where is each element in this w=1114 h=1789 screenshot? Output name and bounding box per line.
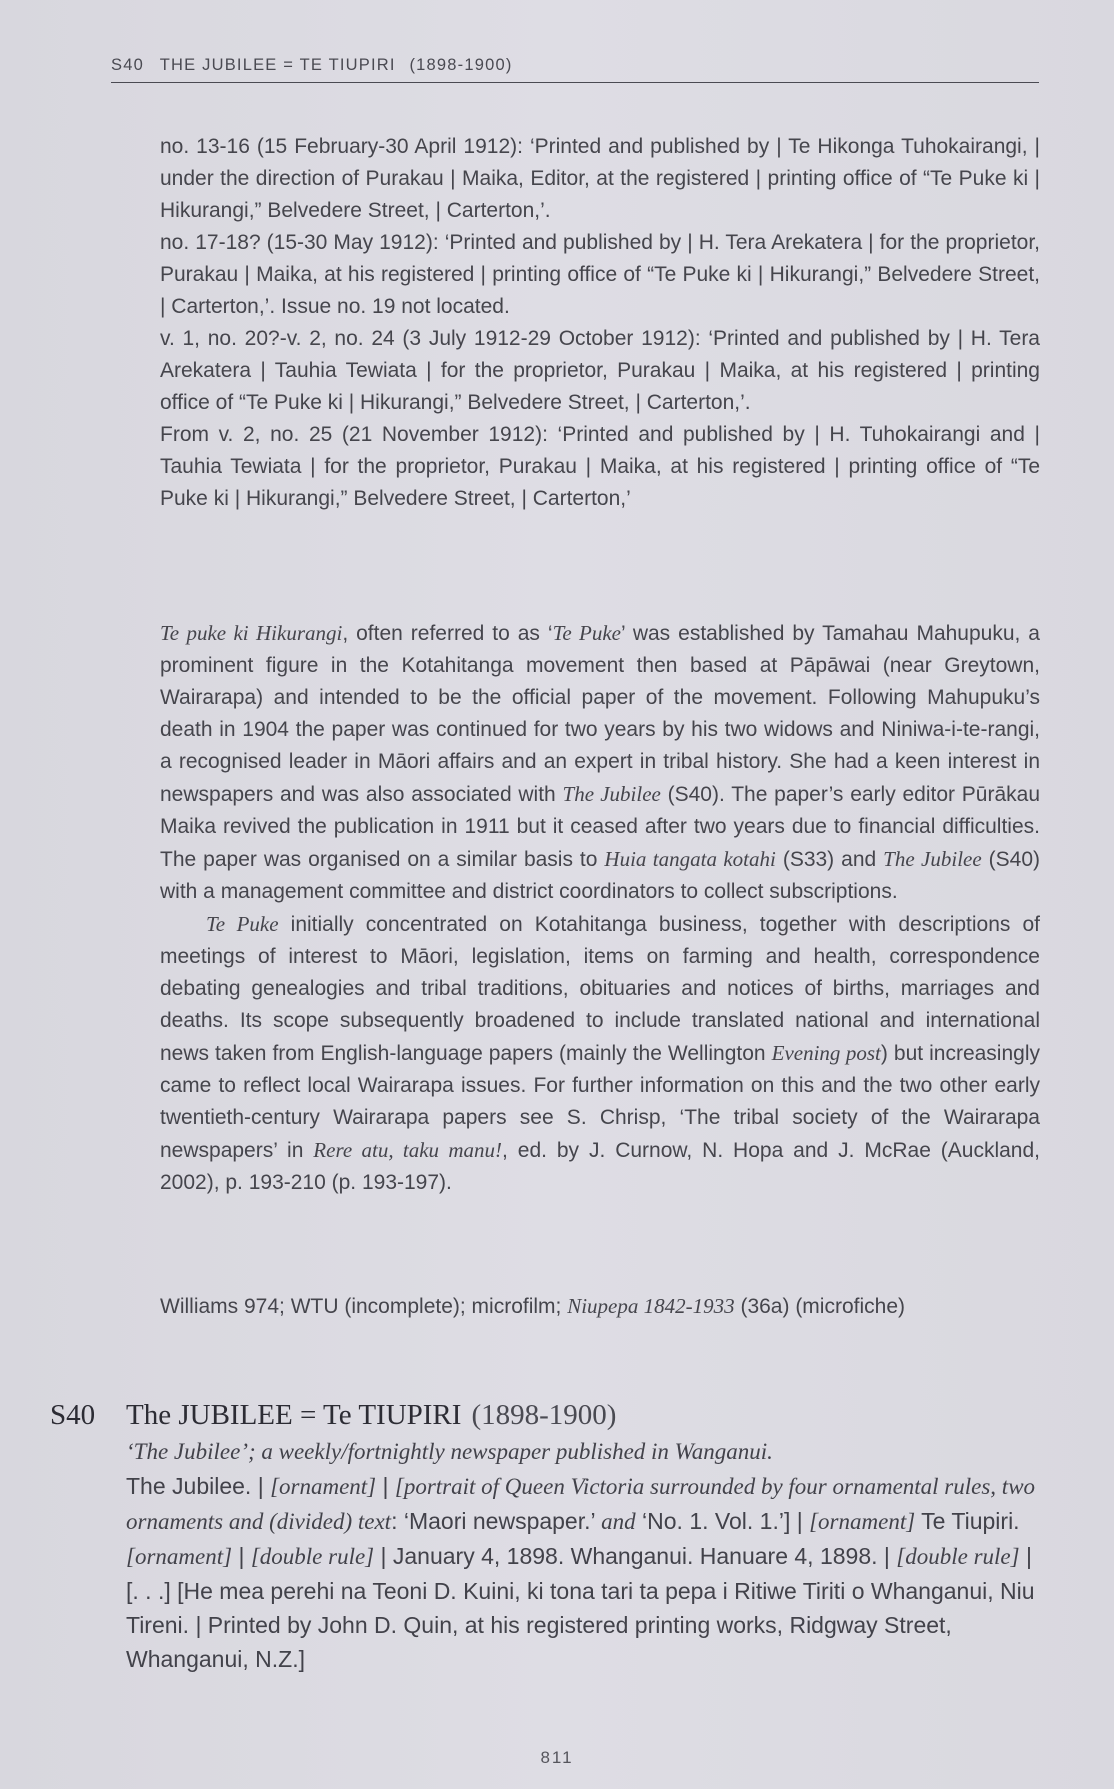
italic-title: Te Puke — [206, 912, 279, 936]
issue-entry: From v. 2, no. 25 (21 November 1912): ‘Printed and published by | H. Tuhokairangi and | Tauhia Tewiata | for the proprietor, Purakau | Maika, at his registered | printing office of “Te Puke ki | Hikurangi,” Belvedere Street, | Carterton,’ — [160, 423, 1040, 510]
italic-title: Rere atu, taku manu! — [313, 1138, 503, 1162]
issue-entry: v. 1, no. 20?-v. 2, no. 24 (3 July 1912-29 October 1912): ‘Printed and published by | H. Tera Arekatera | Tauhia Tewiata | for the proprietor, Purakau | Maika, at his registered | printing office of “Te Puke ki | Hikurangi,” Belvedere Street, | Carterton,’. — [160, 327, 1040, 414]
entry-s40 — [50, 1395, 1040, 1676]
text-run: (S40). The paper’s early editor Pūrākau Maika revived the publication in 1911 but it ceased after two years due to financial difficulties. The paper was organised on a similar basis to — [160, 783, 1041, 871]
issue-entry: no. 17-18? (15-30 May 1912): ‘Printed and published by | H. Tera Arekatera | for the proprietor, Purakau | Maika, at his registered | printing office of “Te Puke ki | Hikurangi,” Belvedere Street, | Carterton,’. Issue no. 19 not located. — [160, 231, 1040, 318]
running-head-title: THE JUBILEE = TE TIUPIRI — [159, 56, 396, 74]
editorial-note: [ornament] — [270, 1474, 377, 1499]
editorial-note: and — [601, 1509, 636, 1534]
page-number: 811 — [540, 1748, 574, 1767]
running-head-dates: (1898-1900) — [409, 56, 513, 74]
italic-title: Te Puke — [552, 621, 621, 645]
entry-transcription — [126, 1469, 1040, 1676]
holdings — [160, 1290, 1040, 1323]
editorial-note: [double rule] — [250, 1544, 375, 1569]
entry-body — [126, 1435, 1040, 1676]
editorial-note: [ornament] — [126, 1544, 233, 1569]
entry-title: The JUBILEE = Te TIUPIRI — [126, 1399, 462, 1431]
entry-code: S40 — [50, 1399, 96, 1431]
text-run: | — [376, 1473, 395, 1499]
text-run: ) but increasingly came to reflect local Wairarapa issues. For further information on this and the two other early twentieth-century Wairarapa papers see S. Chrisp, ‘The tribal society of the Wairarapa newspapers’ in — [160, 1042, 1040, 1162]
text-run: ’ was established by Tamahau Mahupuku, a prominent figure in the Kotahitanga movement then based at Pāpāwai (near Greytown, Wairarapa) and intended to be the official paper of the movement. Following Mahupuku’s death in 1904 the paper was continued for two years by his two widows and Niniwa-i-te-rangi, a recognised leader in Māori affairs and an expert in tribal history. She had a keen interest in newspapers and was also associated with — [160, 622, 1040, 806]
issue-list — [160, 131, 1040, 515]
entry-subtitle: ‘The Jubilee’; a weekly/fortnightly newspaper published in Wanganui. — [126, 1439, 773, 1464]
italic-title: Te puke ki Hikurangi — [160, 621, 343, 645]
description — [160, 617, 1040, 1199]
text-run: (S40) with a management committee and district coordinators to collect subscriptions. — [160, 848, 1040, 903]
running-head — [111, 56, 1039, 83]
description-paragraph-2 — [160, 908, 1040, 1199]
editorial-note: [portrait of Queen Victoria surrounded by four ornamental rules, two ornaments and (divided) text — [126, 1474, 1036, 1534]
text-run: ‘No. 1. Vol. 1.’] | — [635, 1508, 810, 1534]
italic-title: Niupepa 1842-1933 — [567, 1294, 735, 1318]
text-run: | January 4, 1898. Whanganui. Hanuare 4, 1898. | — [374, 1543, 897, 1569]
description-paragraph-1 — [160, 617, 1040, 908]
italic-title: The Jubilee — [883, 847, 982, 871]
text-run: Williams 974; WTU (incomplete); microfilm; — [160, 1295, 568, 1318]
issue-entry: no. 13-16 (15 February-30 April 1912): ‘Printed and published by | Te Hikonga Tuhokairangi, | under the direction of Purakau | Maika, Editor, at the registered | printing office of “Te Puke ki | Hikurangi,” Belvedere Street, | Carterton,’. — [160, 135, 1040, 222]
italic-title: Huia tangata kotahi — [604, 847, 776, 871]
text-run: (S33) and — [775, 848, 884, 871]
text-run: , ed. by J. Curnow, N. Hopa and J. McRae (Auckland, 2002), p. 193-210 (p. 193-197). — [160, 1139, 1041, 1194]
italic-title: Evening post — [771, 1041, 881, 1065]
editorial-note: [double rule] — [896, 1544, 1020, 1569]
text-run: | — [232, 1543, 251, 1569]
holdings-line — [160, 1290, 1040, 1323]
entry-years: (1898-1900) — [471, 1399, 617, 1431]
text-run: : ‘Maori newspaper.’ — [391, 1508, 602, 1534]
text-run: (36a) (microfiche) — [734, 1295, 905, 1318]
running-head-code: S40 — [111, 56, 144, 74]
text-run: initially concentrated on Kotahitanga business, together with descriptions of meetings of interest to Māori, legislation, items on farming and health, correspondence debating genealogies and tribal traditions, obituaries and notices of births, marriages and deaths. Its scope subsequently broadened to include translated national and international news taken from English-language papers (mainly the Wellington — [160, 913, 1041, 1065]
text-run: | [. . .] [He mea perehi na Teoni D. Kuini, ki tona tari ta pepa i Ritiwe Tiriti o Whanganui, Niu Tireni. | Printed by John D. Quin, at his registered printing works, Ridgway Street, Whanganui, N.Z.] — [126, 1543, 1035, 1672]
entry-heading — [50, 1395, 1040, 1435]
text-run: Te Tiupiri. — [915, 1508, 1020, 1534]
italic-title: The Jubilee — [562, 782, 661, 806]
text-run: The Jubilee. | — [126, 1473, 271, 1499]
text-run: , often referred to as ‘ — [342, 622, 553, 645]
editorial-note: [ornament] — [809, 1509, 916, 1534]
